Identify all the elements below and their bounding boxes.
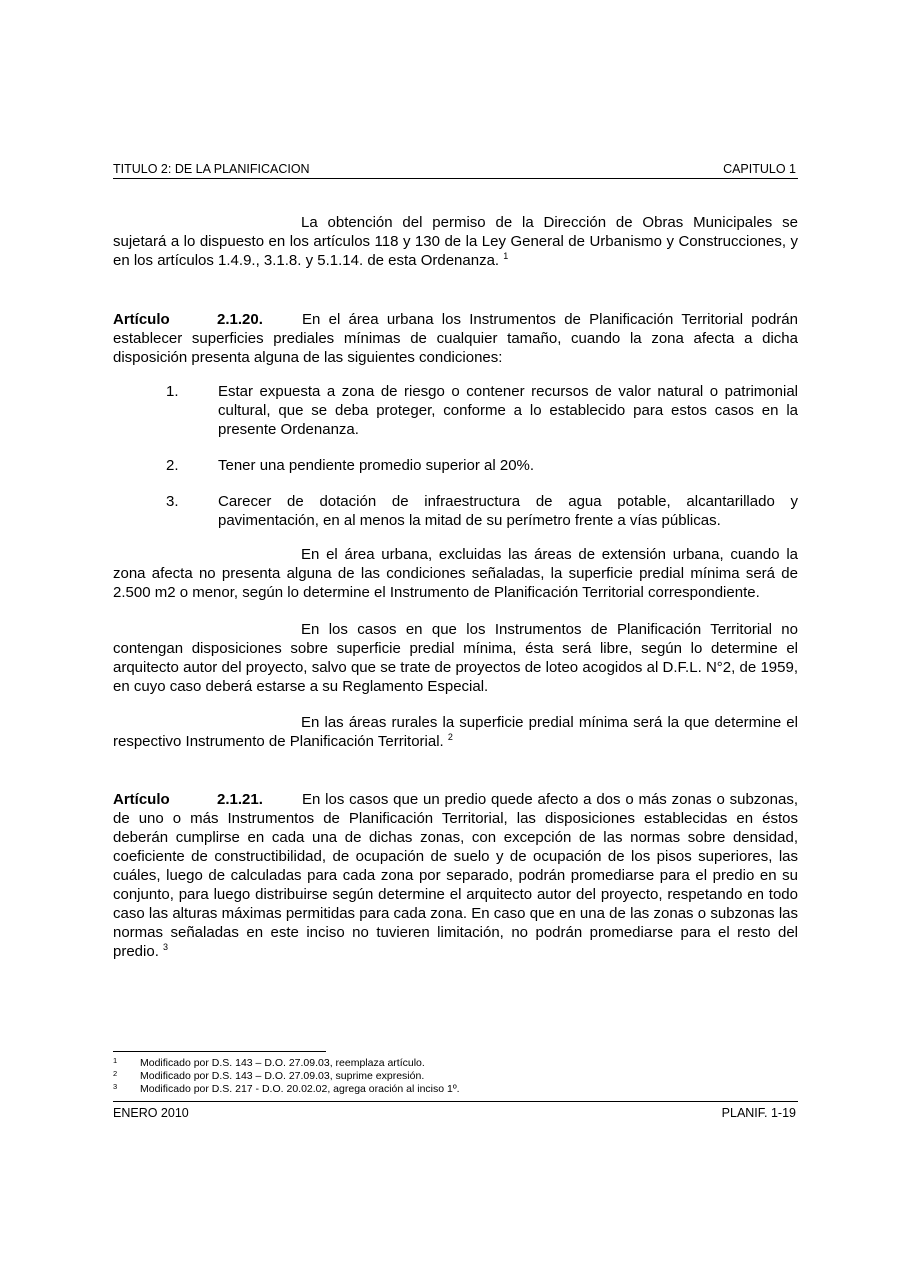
footnote (113, 1083, 798, 1096)
list-item-text: Estar expuesta a zona de riesgo o contener recursos de valor natural o patrimonial cultural, que se deba proteger, conforme a lo establecido para estos casos en la presente Ordenanza. (218, 383, 798, 438)
footnote (113, 1070, 798, 1083)
rural-area-text: En las áreas rurales la superficie predial mínima será la que determine el respectivo Instrumento de Planificación Territorial. (113, 714, 798, 750)
footer-page-number: PLANIF. 1-19 (721, 1106, 796, 1120)
footnote-divider (113, 1051, 326, 1052)
article-text: En el área urbana los Instrumentos de Planificación Territorial podrán establecer superficies prediales mínimas de cualquier tamaño, cuando la zona afecta a dicha disposición presenta alguna de las siguientes condiciones: (113, 311, 798, 366)
list-item-text: Tener una pendiente promedio superior al 20%. (218, 457, 535, 474)
footnotes (113, 1057, 798, 1096)
page-header (113, 160, 798, 179)
intro-paragraph (113, 213, 798, 270)
conditions-list (113, 382, 798, 530)
list-item (113, 382, 798, 439)
article-2-1-21 (113, 790, 798, 961)
footnote-text: Modificado por D.S. 143 – D.O. 27.09.03, suprime expresión. (140, 1070, 425, 1082)
list-item (113, 456, 798, 475)
header-title: TITULO 2: DE LA PLANIFICACION (113, 162, 310, 176)
list-item-number: 3. (166, 493, 179, 510)
footnote-mark: 1 (113, 1056, 118, 1065)
page-footer (113, 1101, 798, 1120)
list-item-number: 1. (166, 383, 179, 400)
article-label: Artículo (113, 311, 170, 328)
footnote-ref[interactable]: 3 (163, 942, 169, 952)
header-chapter: CAPITULO 1 (723, 162, 796, 176)
footnote-mark: 2 (113, 1069, 118, 1078)
footnote-mark: 3 (113, 1082, 118, 1091)
list-item-number: 2. (166, 457, 179, 474)
article-number: 2.1.21. (217, 791, 263, 808)
free-surface-paragraph: En los casos en que los Instrumentos de Planificación Territorial no contengan disposiciones sobre superficie predial mínima, ésta será libre, según lo determine el arquitecto autor del proyecto, salvo que se trate de proyectos de loteo acogidos al D.F.L. N°2, de 1959, en cuyo caso deberá estarse a su Reglamento Especial. (113, 621, 798, 695)
document-body (113, 213, 798, 961)
footnote-text: Modificado por D.S. 143 – D.O. 27.09.03, reemplaza artículo. (140, 1057, 425, 1069)
article-2-1-20 (113, 310, 798, 367)
list-item (113, 492, 798, 530)
article-number: 2.1.20. (217, 311, 263, 328)
footnote (113, 1057, 798, 1070)
article-label: Artículo (113, 791, 170, 808)
footnote-ref[interactable]: 1 (503, 251, 509, 261)
footnote-text: Modificado por D.S. 217 - D.O. 20.02.02, agrega oración al inciso 1º. (140, 1083, 460, 1095)
list-item-text: Carecer de dotación de infraestructura de agua potable, alcantarillado y pavimentación, en al menos la mitad de su perímetro frente a vías públicas. (218, 493, 798, 529)
urban-area-paragraph: En el área urbana, excluidas las áreas de extensión urbana, cuando la zona afecta no presenta alguna de las condiciones señaladas, la superficie predial mínima será de 2.500 m2 o menor, según lo determine el Instrumento de Planificación Territorial correspondiente. (113, 546, 798, 601)
article-text: En los casos que un predio quede afecto a dos o más zonas o subzonas, de uno o más Instrumentos de Planificación Territorial, las disposiciones establecidas en éstos deberán cumplirse en cada una de dichas zonas, con excepción de las normas sobre densidad, coeficiente de constructibilidad, de ocupación de suelo y de ocupación de los pisos superiores, las cuáles, luego de calculadas para cada zona por separado, podrán promediarse para el predio en su conjunto, para luego distribuirse según determine el arquitecto autor del proyecto, respetando en todo caso las alturas máximas permitidas para cada zona. En caso que en una de las zonas o subzonas las normas señaladas en este inciso no tuvieren limitación, no podrán promediarse para el resto del predio. (113, 791, 798, 960)
rural-area-paragraph (113, 713, 798, 751)
intro-text: La obtención del permiso de la Dirección de Obras Municipales se sujetará a lo dispuesto en los artículos 118 y 130 de la Ley General de Urbanismo y Construcciones, y en los artículos 1.4.9., 3.1.8. y 5.1.14. de esta Ordenanza. (113, 214, 798, 269)
footer-date: ENERO 2010 (113, 1106, 189, 1120)
footnote-ref[interactable]: 2 (447, 732, 453, 742)
